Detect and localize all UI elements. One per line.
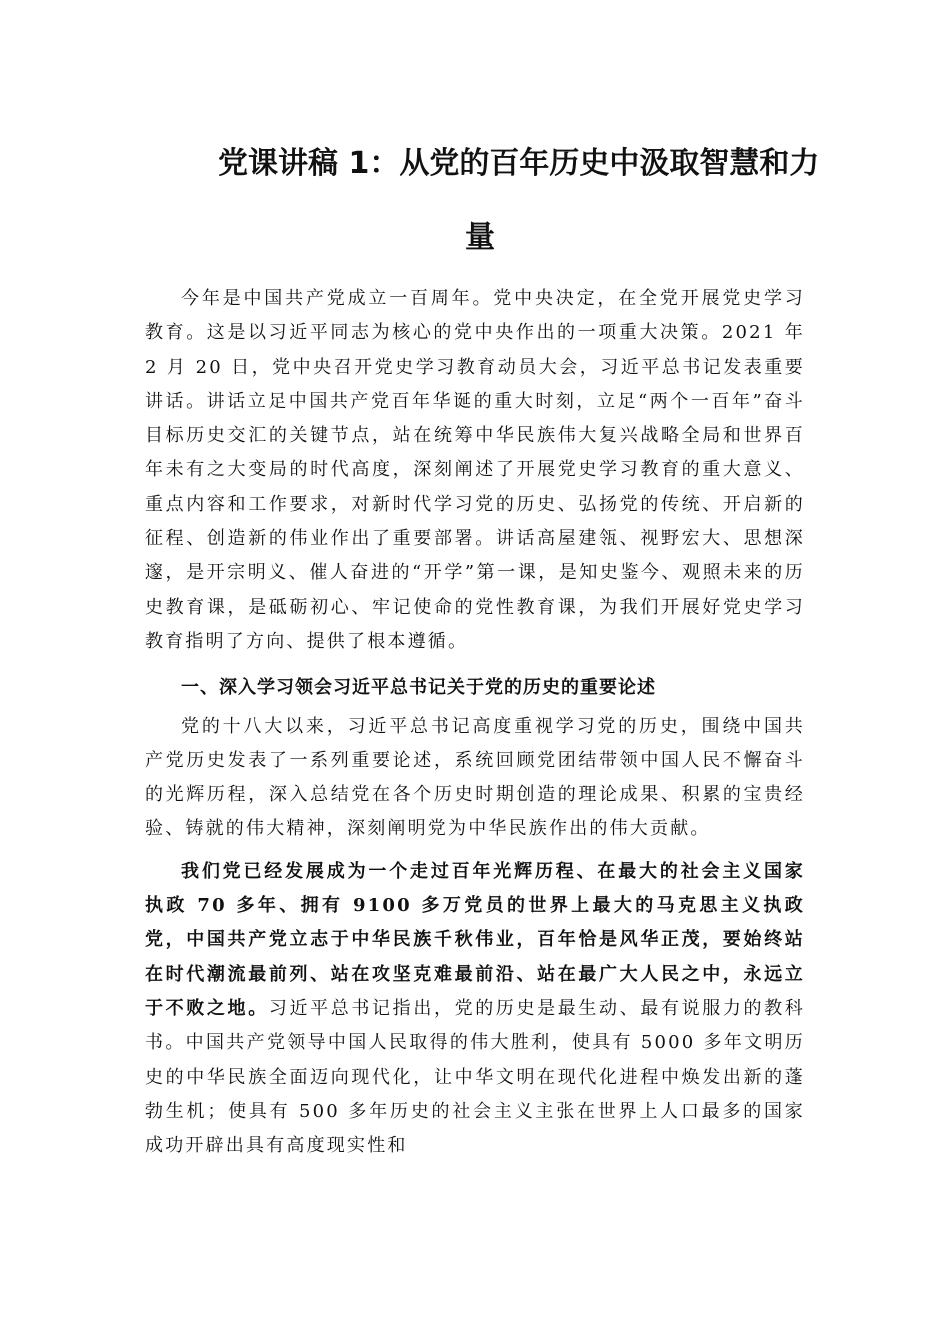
document-body	[145, 282, 805, 1163]
intro-paragraph: 今年是中国共产党成立一百周年。党中央决定，在全党开展党史学习教育。这是以习近平同志为核心的党中央作出的一项重大决策。2021 年 2 月 20 日，党中央召开党史学习教育动员大会，习近平总书记发表重要讲话。讲话立足中国共产党百年华诞的重大时刻，立足“两个一百年”奋斗目标历史交汇的关键节点，站在统筹中华民族伟大复兴战略全局和世界百年未有之大变局的时代高度，深刻阐述了开展党史学习教育的重大意义、重点内容和工作要求，对新时代学习党的历史、弘扬党的传统、开启新的征程、创造新的伟业作出了重要部署。讲话高屋建瓴、视野宏大、思想深邃，是开宗明义、催人奋进的“开学”第一课，是知史鉴今、观照未来的历史教育课，是砥砺初心、牢记使命的党性教育课，为我们开展好党史学习教育指明了方向、提供了根本遵循。	[145, 288, 805, 652]
section-heading: 一、深入学习领会习近平总书记关于党的历史的重要论述	[181, 677, 656, 699]
paragraph-continuation-text: 习近平总书记指出，党的历史是最生动、最有说服力的教科书。中国共产党领导中国人民取得的伟大胜利，使具有 5000 多年文明历史的中华民族全面迈向现代化，让中华文明在现代化进程中焕发出新的蓬勃生机；使具有 500 多年历史的社会主义主张在世界上人口最多的国家成功开辟出具有高度现实性和	[145, 997, 806, 1157]
document-title: 党课讲稿 1：从党的百年历史中汲取智慧和力	[218, 146, 820, 181]
section-paragraph: 党的十八大以来，习近平总书记高度重视学习党的历史，围绕中国共产党历史发表了一系列重要论述，系统回顾党团结带领中国人民不懈奋斗的光辉历程，深入总结党在各个历史时期创造的理论成果、积累的宝贵经验、铸就的伟大精神，深刻阐明党为中华民族作出的伟大贡献。	[145, 715, 805, 840]
paragraph-spacer	[145, 659, 805, 667]
bold-lead-text: 我们党已经发展成为一个走过百年光辉历程、在最大的社会主义国家执政 70 多年、拥有 9100 多万党员的世界上最大的马克思主义执政党，中国共产党立志于中华民族千秋伟业，百年恰是风华正茂，要始终站在时代潮流最前列、站在攻坚克难最前沿、站在最广大人民之中，永远立于不败之地。	[145, 860, 805, 1019]
document-title-continuation: 量	[465, 220, 495, 255]
paragraph-spacer	[145, 847, 805, 855]
section-paragraph-emphasis	[145, 855, 805, 1164]
